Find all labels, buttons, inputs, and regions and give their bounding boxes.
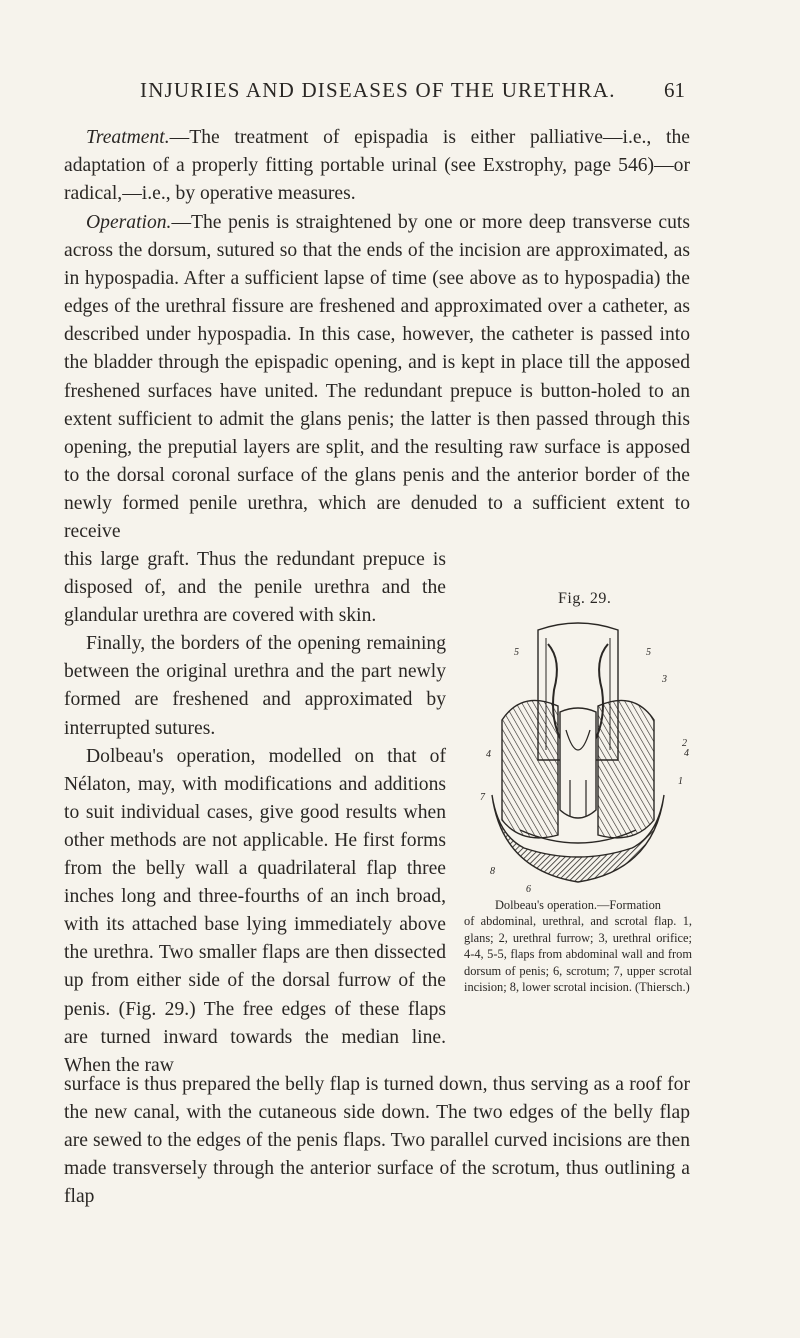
marker-5-left: 5 xyxy=(514,647,519,658)
paragraph-dolbeau: Dolbeau's operation, modelled on that of Nélaton, may, with modifications and additions to suit individual cases, give good results when other methods are not applicable. He first forms from the belly wall a quadrilateral flap three inches long and three-fourths of an inch broad, with its attached base lying immediately above the urethra. Two smaller flaps are then dissected up from either side of the dorsal furrow of the penis. (Fig. 29.) The free edges of these flaps are turned inward towards the median line. When the raw xyxy=(64,745,446,1076)
figure-label: Fig. 29. xyxy=(558,590,612,607)
page-number: 61 xyxy=(664,78,685,102)
operation-text: —The penis is straightened by one or more deep transverse cuts across the dorsum, sutured so that the ends of the incision are approximated, as in hypospadia. After a sufficient lapse of time (see above as to hypospadia) the edges of the urethral fissure are freshened and approximated over a catheter, as described under hypospadia. In this case, however, the catheter is passed into the bladder through the epispadic opening, and is kept in place till the apposed freshened surfaces have united. The redundant prepuce is button-holed to an extent sufficient to admit the glans penis; the latter is then passed through this opening, the preputial layers are split, and the resulting raw surface is apposed to the dorsal coronal surface of the glans penis and the anterior border of the newly formed penile urethra, which are denuded to a sufficient extent to receive xyxy=(64,212,690,543)
narrow-column xyxy=(64,546,446,1080)
paragraph-continuation: surface is thus prepared the belly flap is turned down, thus serving as a roof for the new canal, with the cutaneous side down. The two edges of the belly flap are sewed to the edges of the penis flaps. Two parallel curved incisions are then made transversely through the anterior surface of the scrotum, thus outlining a flap xyxy=(64,1074,690,1208)
glans xyxy=(560,708,596,818)
treatment-text: —The treatment of epispadia is either palliative—i.e., the adaptation of a properly fitting portable urinal (see Exstrophy, page 546)—or radical,—i.e., by operative measures. xyxy=(64,127,690,205)
marker-8: 8 xyxy=(490,866,495,877)
paragraph-treatment xyxy=(64,124,690,208)
figure-illustration xyxy=(462,620,694,895)
marker-7: 7 xyxy=(480,792,485,803)
figure-caption xyxy=(464,897,692,995)
caption-title: Dolbeau's operation.—Formation xyxy=(494,898,662,912)
marker-4-left: 4 xyxy=(486,749,491,760)
paragraph-operation xyxy=(64,209,690,546)
marker-3: 3 xyxy=(662,674,667,685)
running-head: INJURIES AND DISEASES OF THE URETHRA. xyxy=(140,78,616,102)
marker-1: 1 xyxy=(678,776,683,787)
marker-6: 6 xyxy=(526,884,531,895)
paragraph-graft: this large graft. Thus the redundant prepuce is disposed of, and the penile urethra and the glandular urethra are covered with skin. xyxy=(64,549,446,627)
operation-heading: Operation. xyxy=(86,212,172,233)
marker-5-right: 5 xyxy=(646,647,651,658)
treatment-heading: Treatment. xyxy=(86,127,170,148)
caption-text: of abdominal, urethral, and scrotal flap. 1, glans; 2, urethral furrow; 3, urethral orifice; 4-4, 5-5, flaps from abdominal wall and from dorsum of penis; 6, scrotum; 7, upper scrotal incision; 8, lower scrotal incision. (Thiersch.) xyxy=(464,914,692,995)
page-header xyxy=(0,78,800,108)
paragraph-finally: Finally, the borders of the opening remaining between the original urethra and the part newly formed are freshened and approximated by interrupted sutures. xyxy=(64,633,446,739)
marker-2: 2 xyxy=(682,738,687,749)
marker-4-right: 4 xyxy=(684,748,689,759)
